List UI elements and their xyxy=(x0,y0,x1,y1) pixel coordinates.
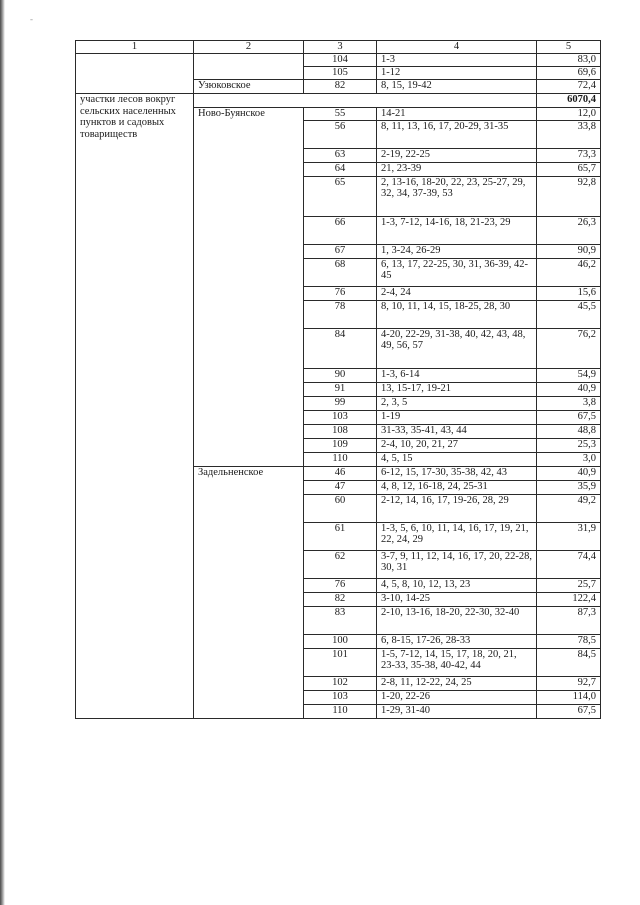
plots-cell: 2-19, 22-25 xyxy=(377,149,537,163)
area-cell: 78,5 xyxy=(537,635,601,649)
plots-cell: 8, 11, 13, 16, 17, 20-29, 31-35 xyxy=(377,121,537,149)
table-row xyxy=(76,54,601,67)
plots-cell: 1, 3-24, 26-29 xyxy=(377,245,537,259)
area-cell: 87,3 xyxy=(537,607,601,635)
plots-cell: 4, 5, 8, 10, 12, 13, 23 xyxy=(377,579,537,593)
area-cell: 54,9 xyxy=(537,369,601,383)
area-cell: 67,5 xyxy=(537,705,601,719)
area-cell: 92,8 xyxy=(537,177,601,217)
forest-plots-label: участки лесов вокруг сельских населенных пунктов и садовых товариществ xyxy=(76,94,194,719)
quarter-cell: 108 xyxy=(304,425,377,439)
quarter-cell: 103 xyxy=(304,691,377,705)
quarter-cell: 84 xyxy=(304,329,377,369)
plots-cell: 3-7, 9, 11, 12, 14, 16, 17, 20, 22-28, 30, 31 xyxy=(377,551,537,579)
quarter-cell: 103 xyxy=(304,411,377,425)
scan-edge-shadow xyxy=(0,0,5,905)
area-cell: 90,9 xyxy=(537,245,601,259)
plots-cell: 8, 10, 11, 14, 15, 18-25, 28, 30 xyxy=(377,301,537,329)
quarter-cell: 46 xyxy=(304,467,377,481)
empty-cell xyxy=(76,54,194,94)
plots-cell: 1-3, 7-12, 14-16, 18, 21-23, 29 xyxy=(377,217,537,245)
quarter-cell: 101 xyxy=(304,649,377,677)
area-cell: 40,9 xyxy=(537,467,601,481)
plots-cell: 6, 13, 17, 22-25, 30, 31, 36-39, 42-45 xyxy=(377,259,537,287)
plots-cell: 2, 3, 5 xyxy=(377,397,537,411)
area-cell: 122,4 xyxy=(537,593,601,607)
area-cell: 3,8 xyxy=(537,397,601,411)
plots-cell: 6-12, 15, 17-30, 35-38, 42, 43 xyxy=(377,467,537,481)
quarter-cell: 65 xyxy=(304,177,377,217)
plots-cell: 2-10, 13-16, 18-20, 22-30, 32-40 xyxy=(377,607,537,635)
plots-cell: 21, 23-39 xyxy=(377,163,537,177)
plots-cell: 2-8, 11, 12-22, 24, 25 xyxy=(377,677,537,691)
quarter-cell: 90 xyxy=(304,369,377,383)
area-cell: 31,9 xyxy=(537,523,601,551)
empty-cell xyxy=(194,94,537,108)
area-cell: 92,7 xyxy=(537,677,601,691)
column-header-2: 2 xyxy=(194,41,304,54)
forest-plots-table xyxy=(75,40,601,719)
plots-cell: 2-4, 10, 20, 21, 27 xyxy=(377,439,537,453)
area-cell: 33,8 xyxy=(537,121,601,149)
quarter-cell: 110 xyxy=(304,705,377,719)
area-cell: 65,7 xyxy=(537,163,601,177)
plots-cell: 1-3, 6-14 xyxy=(377,369,537,383)
quarter-cell: 109 xyxy=(304,439,377,453)
area-cell: 83,0 xyxy=(537,54,601,67)
header-mark: - xyxy=(30,14,33,24)
area-cell: 69,6 xyxy=(537,67,601,80)
forest-plots-total: 6070,4 xyxy=(537,94,601,108)
plots-cell: 4-20, 22-29, 31-38, 40, 42, 43, 48, 49, 56, 57 xyxy=(377,329,537,369)
plots-cell: 6, 8-15, 17-26, 28-33 xyxy=(377,635,537,649)
plots-cell: 2-4, 24 xyxy=(377,287,537,301)
column-header-4: 4 xyxy=(377,41,537,54)
area-cell: 46,2 xyxy=(537,259,601,287)
quarter-cell: 55 xyxy=(304,108,377,121)
quarter-cell: 104 xyxy=(304,54,377,67)
quarter-cell: 83 xyxy=(304,607,377,635)
plots-cell: 8, 15, 19-42 xyxy=(377,80,537,94)
quarter-cell: 78 xyxy=(304,301,377,329)
plots-cell: 1-12 xyxy=(377,67,537,80)
plots-cell: 1-3 xyxy=(377,54,537,67)
quarter-cell: 47 xyxy=(304,481,377,495)
area-cell: 84,5 xyxy=(537,649,601,677)
area-cell: 15,6 xyxy=(537,287,601,301)
plots-cell: 1-19 xyxy=(377,411,537,425)
quarter-cell: 61 xyxy=(304,523,377,551)
plots-cell: 13, 15-17, 19-21 xyxy=(377,383,537,397)
area-cell: 3,0 xyxy=(537,453,601,467)
area-cell: 45,5 xyxy=(537,301,601,329)
plots-cell: 31-33, 35-41, 43, 44 xyxy=(377,425,537,439)
column-header-5: 5 xyxy=(537,41,601,54)
plots-cell: 1-29, 31-40 xyxy=(377,705,537,719)
plots-cell: 3-10, 14-25 xyxy=(377,593,537,607)
quarter-cell: 102 xyxy=(304,677,377,691)
area-cell: 25,7 xyxy=(537,579,601,593)
area-cell: 114,0 xyxy=(537,691,601,705)
area-cell: 67,5 xyxy=(537,411,601,425)
quarter-cell: 63 xyxy=(304,149,377,163)
forestry-name-uzyukovskoe: Узюковское xyxy=(194,80,304,94)
quarter-cell: 82 xyxy=(304,593,377,607)
total-row xyxy=(76,94,601,108)
quarter-cell: 60 xyxy=(304,495,377,523)
quarter-cell: 66 xyxy=(304,217,377,245)
column-number-row xyxy=(76,41,601,54)
forestry-name-zadelnenskoe: Задельненское xyxy=(194,467,304,719)
area-cell: 25,3 xyxy=(537,439,601,453)
quarter-cell: 76 xyxy=(304,579,377,593)
quarter-cell: 99 xyxy=(304,397,377,411)
quarter-cell: 82 xyxy=(304,80,377,94)
quarter-cell: 91 xyxy=(304,383,377,397)
area-cell: 40,9 xyxy=(537,383,601,397)
plots-cell: 1-5, 7-12, 14, 15, 17, 18, 20, 21, 23-33, 35-38, 40-42, 44 xyxy=(377,649,537,677)
plots-cell: 14-21 xyxy=(377,108,537,121)
quarter-cell: 68 xyxy=(304,259,377,287)
column-header-1: 1 xyxy=(76,41,194,54)
area-cell: 26,3 xyxy=(537,217,601,245)
area-cell: 74,4 xyxy=(537,551,601,579)
quarter-cell: 110 xyxy=(304,453,377,467)
quarter-cell: 56 xyxy=(304,121,377,149)
plots-cell: 1-3, 5, 6, 10, 11, 14, 16, 17, 19, 21, 22, 24, 29 xyxy=(377,523,537,551)
area-cell: 72,4 xyxy=(537,80,601,94)
area-cell: 35,9 xyxy=(537,481,601,495)
quarter-cell: 105 xyxy=(304,67,377,80)
plots-cell: 2, 13-16, 18-20, 22, 23, 25-27, 29, 32, 34, 37-39, 53 xyxy=(377,177,537,217)
quarter-cell: 100 xyxy=(304,635,377,649)
plots-cell: 2-12, 14, 16, 17, 19-26, 28, 29 xyxy=(377,495,537,523)
area-cell: 76,2 xyxy=(537,329,601,369)
quarter-cell: 64 xyxy=(304,163,377,177)
quarter-cell: 62 xyxy=(304,551,377,579)
column-header-3: 3 xyxy=(304,41,377,54)
area-cell: 73,3 xyxy=(537,149,601,163)
area-cell: 48,8 xyxy=(537,425,601,439)
area-cell: 12,0 xyxy=(537,108,601,121)
quarter-cell: 67 xyxy=(304,245,377,259)
empty-cell xyxy=(194,54,304,80)
area-cell: 49,2 xyxy=(537,495,601,523)
plots-cell: 4, 5, 15 xyxy=(377,453,537,467)
forestry-name-novo-buyanskoe: Ново-Буянское xyxy=(194,108,304,467)
plots-cell: 4, 8, 12, 16-18, 24, 25-31 xyxy=(377,481,537,495)
plots-cell: 1-20, 22-26 xyxy=(377,691,537,705)
quarter-cell: 76 xyxy=(304,287,377,301)
